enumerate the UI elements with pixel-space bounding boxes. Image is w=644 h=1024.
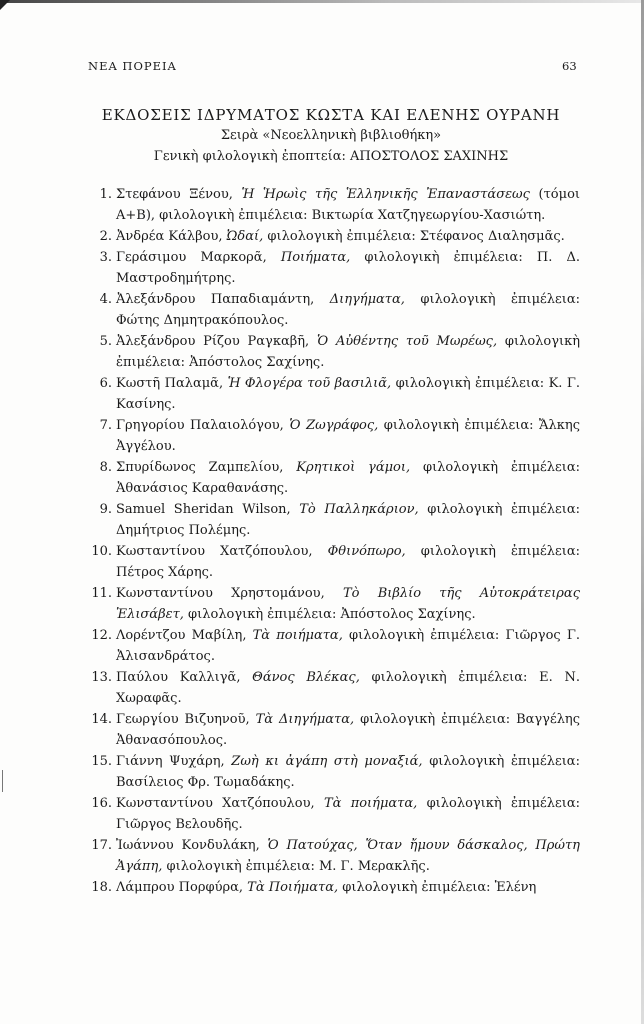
- item-author: Κωσταντίνου Χατζόπουλου,: [116, 544, 313, 559]
- item-author: Λορέντζου Μαβίλη,: [116, 628, 247, 643]
- item-number: 10.: [91, 544, 112, 559]
- item-author: Σπυρίδωνος Ζαμπελίου,: [116, 460, 284, 475]
- item-number: 2.: [99, 229, 112, 244]
- list-item: [90, 541, 580, 583]
- item-title: Ἡ Φλογέρα τοῦ βασιλιᾶ,: [227, 376, 392, 391]
- item-title: Τὸ Βιβλίο τῆς Αὐτοκράτειρας Ἐλισάβετ,: [116, 586, 580, 622]
- item-author: Γιάννη Ψυχάρη,: [116, 754, 225, 769]
- list-item: [90, 373, 580, 415]
- page-number: 63: [562, 59, 577, 73]
- item-editor: φιλολογικὴ ἐπιμέλεια: Γιῶργος Βελουδῆς.: [116, 796, 581, 832]
- item-editor: φιλολογικὴ ἐπιμέλεια: Βασίλειος Φρ. Τωμαδάκης.: [116, 754, 580, 790]
- item-editor: φιλολογικὴ ἐπιμέλεια: Φώτης Δημητρακόπουλος.: [116, 292, 580, 328]
- list-item: [90, 499, 580, 541]
- item-title: Ἡ Ἡρωὶς τῆς Ἑλληνικῆς Ἐπαναστάσεως: [241, 187, 530, 202]
- scan-margin-mark: [2, 770, 3, 792]
- item-title: Διηγήματα,: [329, 292, 405, 307]
- item-number: 4.: [99, 292, 112, 307]
- item-editor: φιλολογικὴ ἐπιμέλεια: Πέτρος Χάρης.: [116, 544, 580, 580]
- list-item: [90, 835, 580, 877]
- item-editor: φιλολογικὴ ἐπιμέλεια: Ἀπόστολος Σαχίνης.: [116, 334, 580, 370]
- item-number: 11.: [91, 586, 112, 601]
- list-item: [90, 583, 580, 625]
- item-title: Κρητικοὶ γάμοι,: [296, 460, 411, 475]
- item-author: Κωνσταντίνου Χρηστομάνου,: [116, 586, 325, 601]
- item-number: 1.: [99, 187, 112, 202]
- item-author: Ἀλεξάνδρου Ρίζου Ραγκαβῆ,: [116, 334, 310, 349]
- item-title: Ὁ Αὐθέντης τοῦ Μωρέως,: [316, 334, 498, 349]
- list-item: [90, 247, 580, 289]
- item-author: Γεωργίου Βιζυηνοῦ,: [116, 712, 250, 727]
- list-item: [90, 226, 580, 247]
- item-editor: φιλολογικὴ ἐπιμέλεια: Π. Δ. Μαστροδημήτρης.: [116, 250, 580, 286]
- item-title: Τὰ Διηγήματα,: [255, 712, 355, 727]
- item-title: Τὰ ποιήματα,: [323, 796, 418, 811]
- list-item: [90, 667, 580, 709]
- item-author: Γεράσιμου Μαρκορᾶ,: [116, 250, 267, 265]
- list-item: [90, 877, 580, 898]
- item-editor: φιλολογικὴ ἐπιμέλεια: Δημήτριος Πολέμης.: [116, 502, 581, 538]
- item-number: 16.: [91, 796, 112, 811]
- item-number: 12.: [91, 628, 112, 643]
- list-item: [90, 415, 580, 457]
- list-item: [90, 751, 580, 793]
- scan-top-edge: [0, 0, 644, 3]
- item-author: Κωνσταντίνου Χατζόπουλου,: [116, 796, 315, 811]
- item-title: Θάνος Βλέκας,: [252, 670, 360, 685]
- list-item: [90, 184, 580, 226]
- item-title: Ὁ Πατούχας, Ὅταν ἤμουν δάσκαλος, Πρώτη Ἀγάπη,: [116, 838, 580, 874]
- item-title: Τὰ ποιήματα,: [252, 628, 343, 643]
- general-supervision: Γενικὴ φιλολογικὴ ἐποπτεία: ΑΠΟΣΤΟΛΟΣ ΣΑΧΙΝΗΣ: [153, 149, 509, 164]
- item-number: 14.: [91, 712, 112, 727]
- list-item: [90, 331, 580, 373]
- item-title: Τὸ Παλληκάριον,: [299, 502, 419, 517]
- item-number: 7.: [99, 418, 112, 433]
- item-number: 8.: [99, 460, 112, 475]
- item-title: Τὰ Ποιήματα,: [247, 880, 339, 895]
- page-title: ΕΚΔΟΣΕΙΣ ΙΔΡΥΜΑΤΟΣ ΚΩΣΤΑ ΚΑΙ ΕΛΕΝΗΣ ΟΥΡΑΝΗ: [101, 106, 561, 124]
- item-editor: φιλολογικὴ ἐπιμέλεια: Στέφανος Διαλησμᾶς.: [267, 229, 565, 244]
- item-title: Ζωὴ κι ἀγάπη στὴ μοναξιά,: [231, 754, 423, 769]
- item-editor: φιλολογικὴ ἐπιμέλεια: Μ. Γ. Μερακλῆς.: [166, 859, 430, 874]
- list-item: [90, 289, 580, 331]
- item-number: 17.: [91, 838, 112, 853]
- item-editor: φιλολογικὴ ἐπιμέλεια: Γιῶργος Γ. Ἀλισανδράτος.: [116, 628, 580, 664]
- item-number: 5.: [99, 334, 112, 349]
- list-item: [90, 457, 580, 499]
- item-author: Ἀλεξάνδρου Παπαδιαμάντη,: [116, 292, 315, 307]
- item-editor: φιλολογικὴ ἐπιμέλεια: Ἀθανάσιος Καραθανάσης.: [116, 460, 580, 496]
- item-author: Λάμπρου Πορφύρα,: [116, 880, 244, 895]
- scan-corner-mark: [0, 0, 10, 10]
- item-title: Φθινόπωρο,: [327, 544, 406, 559]
- item-editor: φιλολογικὴ ἐπιμέλεια: Ἑλένη: [342, 880, 537, 895]
- item-title: Ὁ Ζωγράφος,: [289, 418, 379, 433]
- item-editor: (τόμοι Α+Β), φιλολογικὴ ἐπιμέλεια: Βικτωρία Χατζηγεωργίου-Χασιώτη.: [116, 187, 580, 223]
- item-editor: φιλολογικὴ ἐπιμέλεια: Κ. Γ. Κασίνης.: [116, 376, 581, 412]
- item-number: 6.: [99, 376, 112, 391]
- item-number: 15.: [91, 754, 112, 769]
- item-number: 18.: [91, 880, 112, 895]
- item-author: Samuel Sheridan Wilson,: [116, 502, 291, 517]
- list-item: [90, 625, 580, 667]
- item-author: Κωστῆ Παλαμᾶ,: [116, 376, 224, 391]
- series-subtitle: Σειρὰ «Νεοελληνικὴ βιβλιοθήκη»: [220, 128, 442, 143]
- item-author: Γρηγορίου Παλαιολόγου,: [116, 418, 284, 433]
- running-header: ΝΕΑ ΠΟΡΕΙΑ: [88, 59, 177, 73]
- item-editor: φιλολογικὴ ἐπιμέλεια: Βαγγέλης Ἀθανασόπουλος.: [116, 712, 580, 748]
- item-author: Ἰωάννου Κονδυλάκη,: [116, 838, 260, 853]
- list-item: [90, 793, 580, 835]
- item-title: Ὠδαί,: [226, 229, 264, 244]
- item-editor: φιλολογικὴ ἐπιμέλεια: Ἀπόστολος Σαχίνης.: [188, 607, 476, 622]
- item-number: 13.: [91, 670, 112, 685]
- item-author: Ἀνδρέα Κάλβου,: [116, 229, 223, 244]
- publication-list: [90, 184, 580, 898]
- item-editor: φιλολογικὴ ἐπιμέλεια: Ἄλκης Ἀγγέλου.: [116, 418, 580, 454]
- list-item: [90, 709, 580, 751]
- item-editor: φιλολογικὴ ἐπιμέλεια: Ε. Ν. Χωραφᾶς.: [116, 670, 580, 706]
- item-title: Ποιήματα,: [280, 250, 351, 265]
- item-number: 9.: [99, 502, 112, 517]
- item-number: 3.: [99, 250, 112, 265]
- item-author: Στεφάνου Ξένου,: [116, 187, 233, 202]
- item-author: Παύλου Καλλιγᾶ,: [116, 670, 241, 685]
